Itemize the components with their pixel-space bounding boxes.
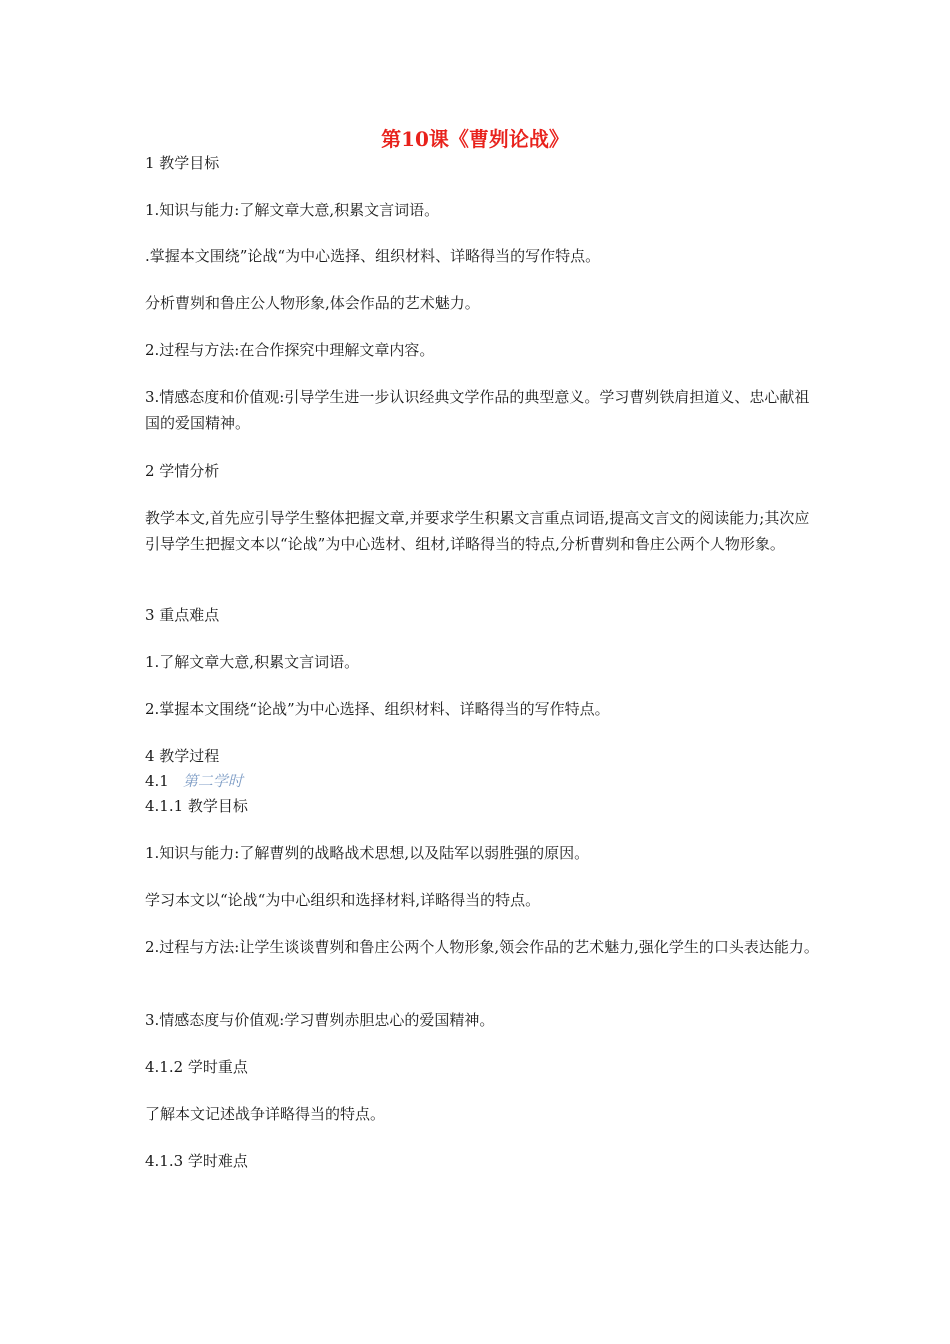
- paragraph: 3.情感态度与价值观:学习曹刿赤胆忠心的爱国精神。: [145, 1011, 495, 1029]
- paragraph: 分析曹刿和鲁庄公人物形象,体会作品的艺术魅力。: [145, 294, 480, 312]
- paragraph: 3.情感态度和价值观:引导学生进一步认识经典文学作品的典型意义。学习曹刿铁肩担道义、忠心献祖国的爱国精神。: [145, 388, 810, 432]
- paragraph: 1.知识与能力:了解曹刿的战略战术思想,以及陆军以弱胜强的原因。: [145, 844, 590, 862]
- subsection-heading-goals: 4.1.1 教学目标: [145, 797, 248, 815]
- paragraph: .掌握本文围绕”论战“为中心选择、组织材料、详略得当的写作特点。: [145, 247, 601, 265]
- subsection-title: 第二学时: [182, 772, 243, 790]
- paragraph: 1.了解文章大意,积累文言词语。: [145, 653, 360, 671]
- paragraph: 2.过程与方法:在合作探究中理解文章内容。: [145, 341, 435, 359]
- paragraph: 2.过程与方法:让学生谈谈曹刿和鲁庄公两个人物形象,领会作品的艺术魅力,强化学生的口头表达能力。: [145, 938, 819, 956]
- page-title: 第10课《曹刿论战》: [381, 127, 569, 151]
- paragraph: 学习本文以“论战“为中心组织和选择材料,详略得当的特点。: [145, 891, 541, 909]
- paragraph: 2.掌握本文围绕“论战”为中心选择、组织材料、详略得当的写作特点。: [145, 700, 610, 718]
- subsection-heading: [145, 768, 825, 794]
- section-heading-teaching-process: 4 教学过程: [145, 747, 220, 765]
- section-heading-teaching-goals: 1 教学目标: [145, 154, 220, 172]
- subsection-heading-key-points: 4.1.2 学时重点: [145, 1058, 248, 1076]
- paragraph: 了解本文记述战争详略得当的特点。: [145, 1105, 386, 1123]
- subsection-number: 4.1: [145, 772, 169, 790]
- paragraph: 1.知识与能力:了解文章大意,积累文言词语。: [145, 201, 440, 219]
- section-heading-key-points: 3 重点难点: [145, 606, 220, 624]
- section-heading-student-analysis: 2 学情分析: [145, 462, 220, 480]
- paragraph: 教学本文,首先应引导学生整体把握文章,并要求学生积累文言重点词语,提高文言文的阅读能力;其次应引导学生把握文本以“论战”为中心选材、组材,详略得当的特点,分析曹刿和鲁庄公两个人物形象。: [145, 509, 810, 553]
- subsection-heading-difficulties: 4.1.3 学时难点: [145, 1152, 248, 1170]
